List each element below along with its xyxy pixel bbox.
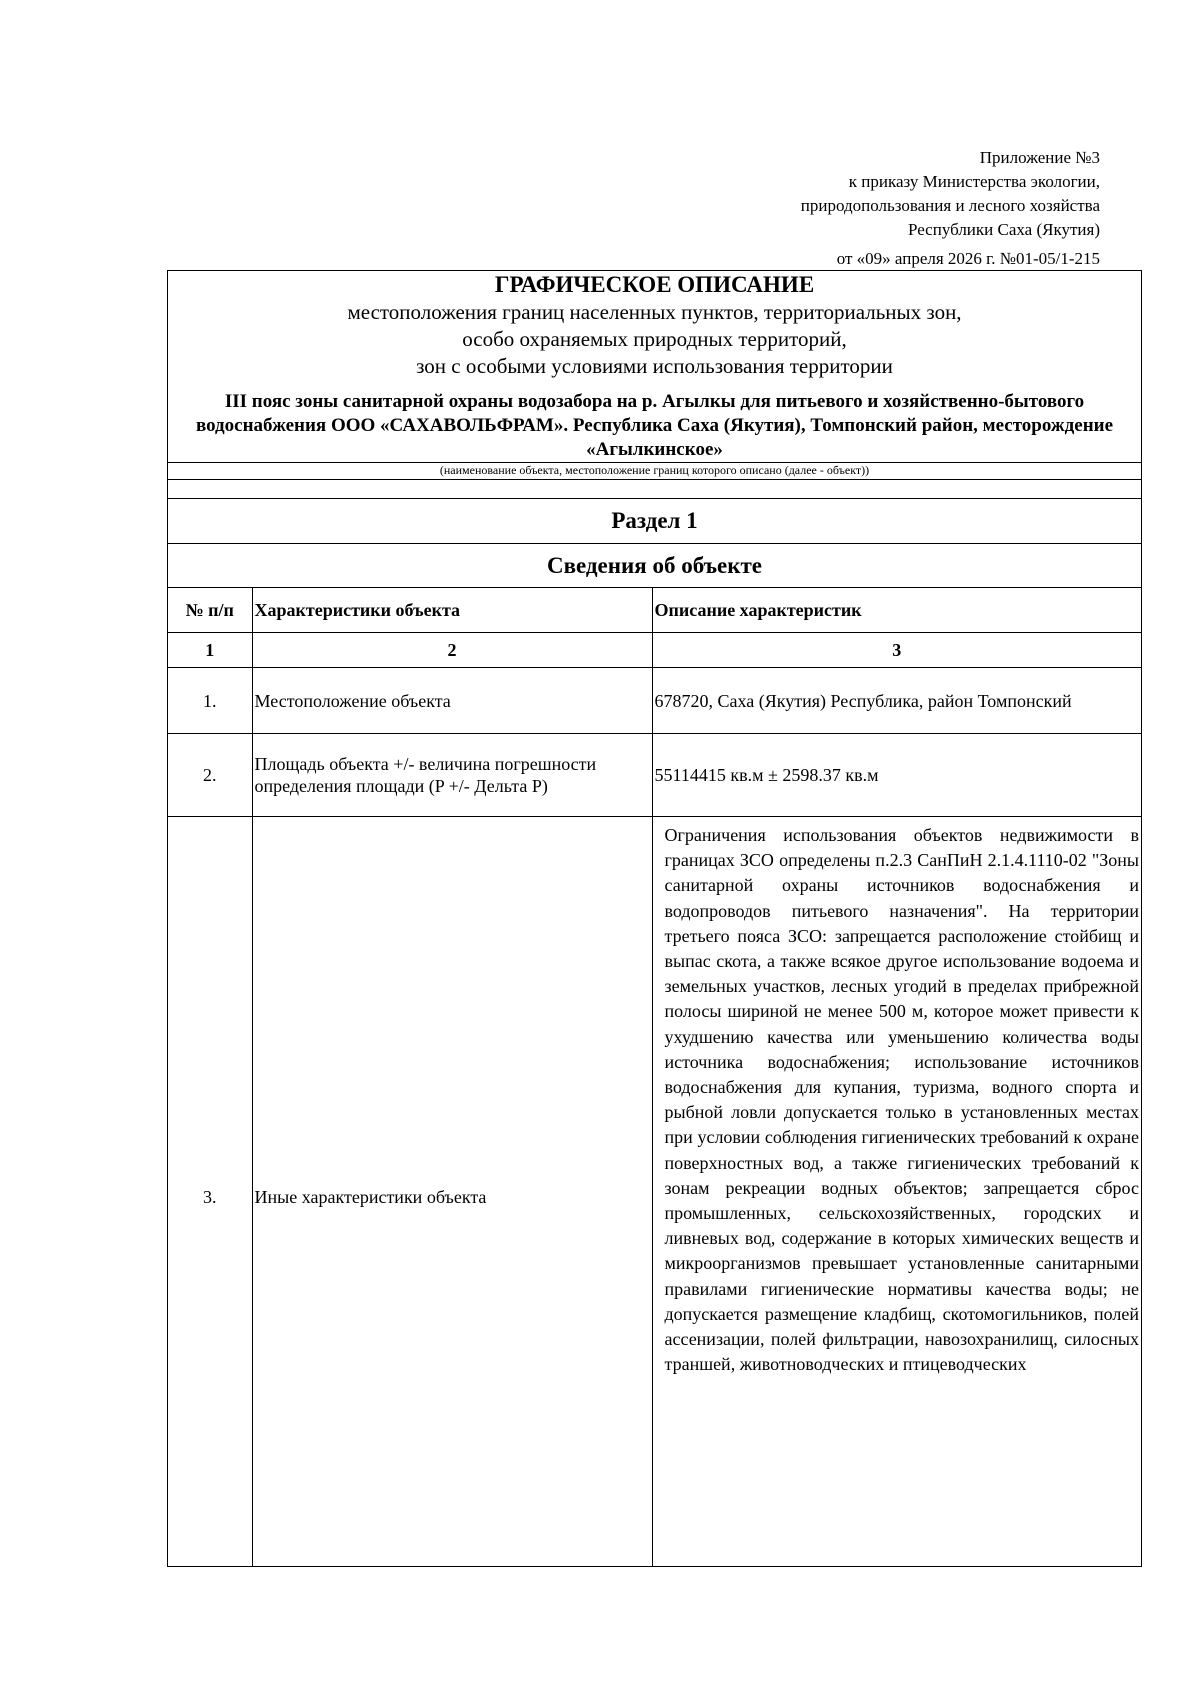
row-description: Ограничения использования объектов недвижимости в границах ЗСО определены п.2.3 СанПиН 2.1.4.1110-02 "Зоны санитарной охраны источников водоснабжения и водопроводов питьевого назначения". На территории третьего пояса ЗСО: запрещается расположение стойбищ и выпас скота, а также всякое другое использование водоема и земельных участков, лесных угодий в пределах прибрежной полосы шириной не менее 500 м, которое может привести к ухудшению качества или уменьшению количества воды источника водоснабжения; использование источников водоснабжения для купания, туризма, водного спорта и рыбной ловли допускается только в установленных местах при условии соблюдения гигиенических требований к охране поверхностных вод, а также гигиенических требований к зонам рекреации водных объектов; запрещается сброс промышленных, сельскохозяйственных, городских и ливневых вод, содержание в которых химических веществ и микроорганизмов превышает установленные санитарными правилами гигиенические нормативы качества воды; не допускается размещение кладбищ, скотомогильников, полей ассенизации, полей фильтрации, навозохранилищ, силосных траншей, животноводческих и птицеводческих (664, 825, 1139, 1375)
object-name: III пояс зоны санитарной охраны водозабора на р. Агылкы для питьевого и хозяйственно-бытового водоснабжения ООО «САХАВОЛЬФРАМ». Республика Саха (Якутия), Томпонский район, месторождение «Агылкинское» (195, 391, 1114, 460)
blank-row (168, 480, 1141, 499)
section-subtitle: Сведения об объекте (168, 544, 1141, 588)
row-number: 3. (168, 817, 252, 1567)
column-number-2: 2 (252, 633, 652, 668)
row-description-cell (652, 817, 1141, 1567)
table-row (168, 734, 1141, 817)
document-frame (167, 270, 1142, 1567)
appendix-block (801, 146, 1100, 271)
row-number: 1. (168, 668, 252, 734)
appendix-line-1: Приложение №3 (979, 148, 1100, 167)
row-characteristic: Местоположение объекта (252, 668, 652, 734)
table-row (168, 817, 1141, 1567)
appendix-line-2: к приказу Министерства экологии, (848, 172, 1100, 191)
document-subtitle-3: зон с особыми условиями использования территории (416, 354, 893, 378)
object-name-caption: (наименование объекта, местоположение границ которого описано (далее - объект)) (168, 463, 1141, 480)
header-description: Описание характеристик (652, 588, 1141, 633)
document-subtitle-2: особо охраняемых природных территорий, (462, 327, 847, 351)
document-subtitle-1: местоположения границ населенных пунктов, территориальных зон, (347, 300, 962, 324)
column-number-3: 3 (652, 633, 1141, 668)
row-description: 678720, Саха (Якутия) Республика, район Томпонский (652, 668, 1141, 734)
row-characteristic: Иные характеристики объекта (252, 817, 652, 1567)
header-characteristic: Характеристики объекта (252, 588, 652, 633)
row-description: 55114415 кв.м ± 2598.37 кв.м (652, 734, 1141, 817)
row-characteristic: Площадь объекта +/- величина погрешности определения площади (P +/- Дельта P) (252, 734, 652, 817)
document-header (168, 271, 1141, 463)
table-row (168, 668, 1141, 734)
row-number: 2. (168, 734, 252, 817)
section-title: Раздел 1 (168, 499, 1141, 544)
column-number-1: 1 (168, 633, 252, 668)
column-number-row (168, 633, 1141, 668)
appendix-line-3: природопользования и лесного хозяйства (800, 196, 1100, 215)
object-info-table (168, 588, 1141, 1566)
document-title: ГРАФИЧЕСКОЕ ОПИСАНИЕ (494, 272, 815, 297)
appendix-date: от «09» апреля 2026 г. №01-05/1-215 (836, 249, 1100, 268)
header-number: № п/п (168, 588, 252, 633)
table-header-row (168, 588, 1141, 633)
appendix-line-4: Республики Саха (Якутия) (907, 220, 1100, 239)
